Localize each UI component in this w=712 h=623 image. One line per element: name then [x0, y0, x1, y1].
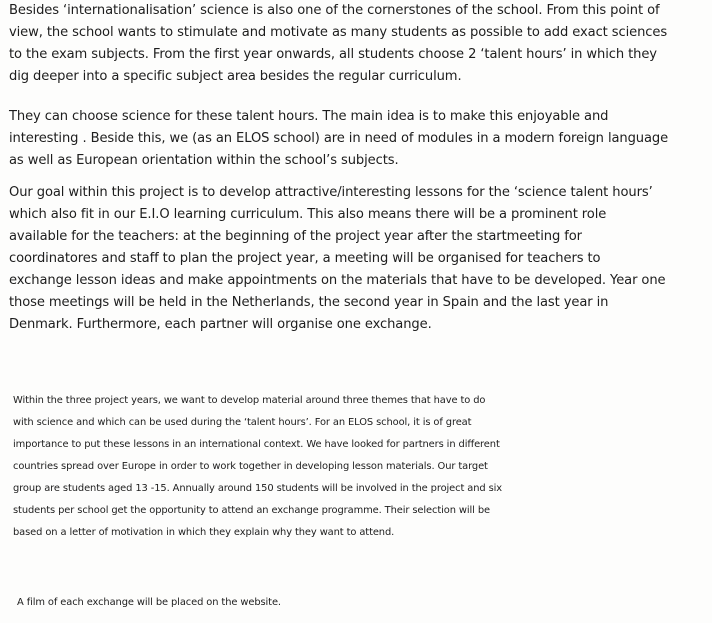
text-line: to the exam subjects. From the first year onwards, all students choose 2 ‘talent hours’ in which they: [9, 47, 657, 62]
paragraph-film-note: [17, 592, 712, 614]
text-line: available for the teachers: at the beginning of the project year after the startmeeting for: [9, 229, 582, 244]
text-line: students per school get the opportunity to attend an exchange programme. Their selection will be: [13, 505, 490, 516]
text-line: group are students aged 13 -15. Annually around 150 students will be involved in the project and six: [13, 483, 503, 494]
text-line: Besides ‘internationalisation’ science is also one of the cornerstones of the school. From this point of: [9, 3, 660, 18]
paragraph-three-project-years: [13, 390, 712, 544]
text-line: which also fit in our E.I.O learning curriculum. This also means there will be a prominent role: [9, 207, 607, 222]
text-line: as well as European orientation within the school’s subjects.: [9, 153, 399, 168]
text-line: A film of each exchange will be placed on the website.: [17, 597, 281, 608]
text-line: coordinatores and staff to plan the project year, a meeting will be organised for teachers to: [9, 251, 601, 266]
text-line: based on a letter of motivation in which they explain why they want to attend.: [13, 527, 395, 538]
paragraph-talent-hours: [9, 106, 709, 172]
paragraph-project-goal: [9, 182, 709, 336]
text-line: They can choose science for these talent hours. The main idea is to make this enjoyable and: [9, 109, 609, 124]
text-line: view, the school wants to stimulate and motivate as many students as possible to add exact sciences: [9, 25, 668, 40]
text-line: countries spread over Europe in order to work together in developing lesson materials. Our target: [13, 461, 488, 472]
text-line: exchange lesson ideas and make appointments on the materials that have to be developed. Year one: [9, 273, 666, 288]
text-line: dig deeper into a specific subject area besides the regular curriculum.: [9, 69, 462, 84]
text-line: importance to put these lessons in an international context. We have looked for partners in different: [13, 439, 500, 450]
text-line: Within the three project years, we want to develop material around three themes that have to do: [13, 395, 486, 406]
text-line: with science and which can be used during the ‘talent hours’. For an ELOS school, it is of great: [13, 417, 472, 428]
text-line: interesting . Beside this, we (as an ELOS school) are in need of modules in a modern foreign language: [9, 131, 669, 146]
text-line: Our goal within this project is to develop attractive/interesting lessons for the ‘science talent hours’: [9, 185, 653, 200]
text-line: Denmark. Furthermore, each partner will organise one exchange.: [9, 317, 432, 332]
text-line: those meetings will be held in the Netherlands, the second year in Spain and the last year in: [9, 295, 609, 310]
paragraph-science-cornerstone: [9, 0, 709, 88]
